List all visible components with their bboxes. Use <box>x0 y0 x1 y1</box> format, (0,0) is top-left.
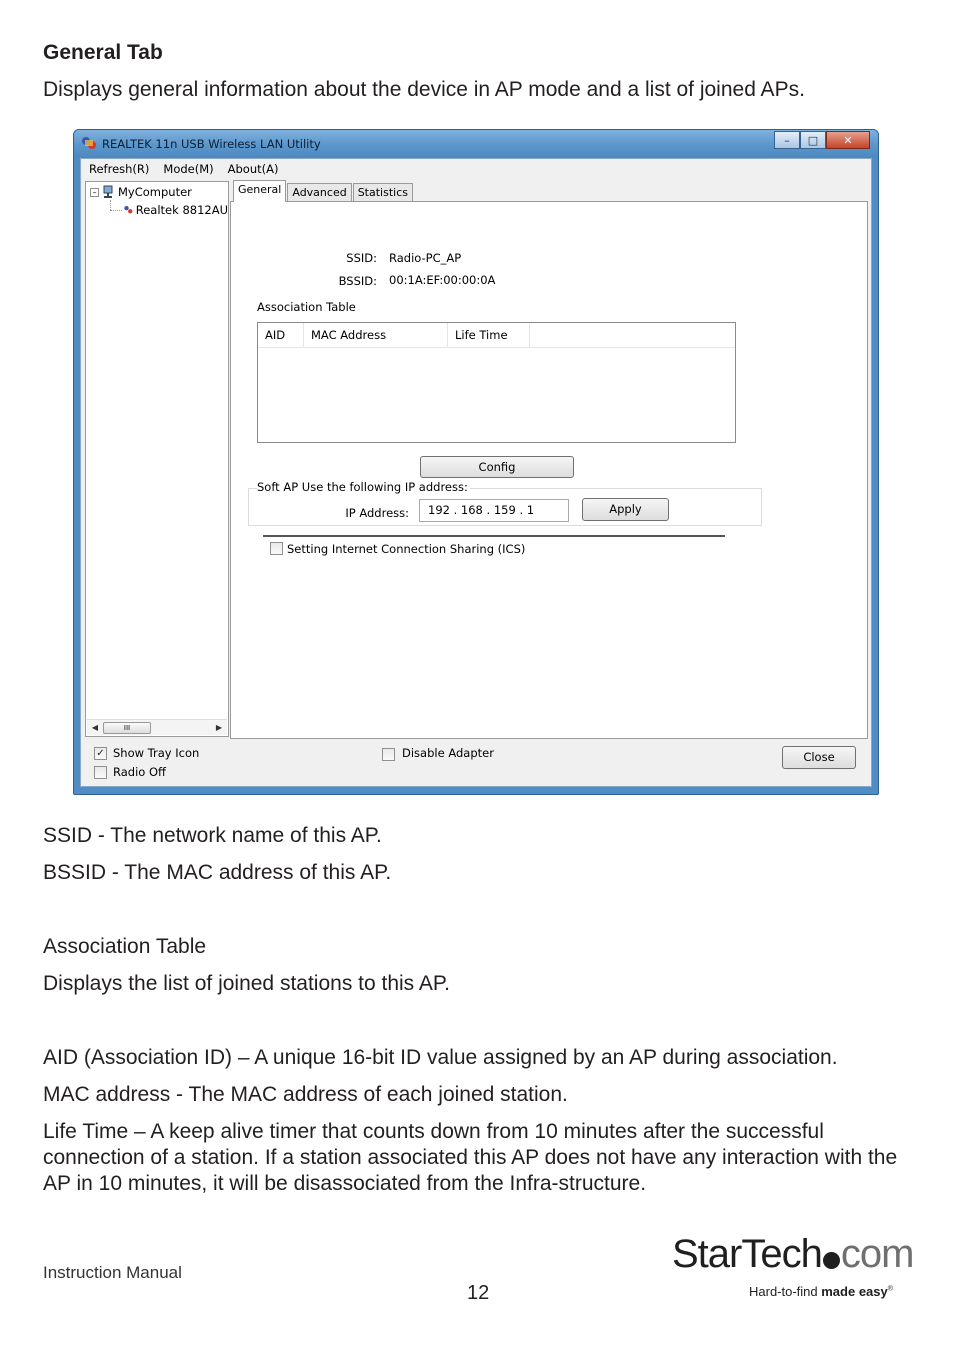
tree-child-label: Realtek 8812AU <box>135 203 228 217</box>
tree-root-label: MyComputer <box>118 185 192 199</box>
scroll-thumb[interactable]: III <box>103 722 151 734</box>
menu-bar <box>81 159 871 179</box>
window-client <box>80 158 872 787</box>
association-table-description: Displays the list of joined stations to this AP. <box>43 972 450 995</box>
computer-icon <box>101 185 115 199</box>
ssid-description: SSID - The network name of this AP. <box>43 824 382 847</box>
window-title: REALTEK 11n USB Wireless LAN Utility <box>102 137 321 151</box>
tab-statistics[interactable]: Statistics <box>353 183 413 202</box>
close-icon[interactable]: ✕ <box>826 131 870 149</box>
tree-connector <box>110 200 111 210</box>
scroll-right-icon[interactable]: ▶ <box>215 723 223 732</box>
ics-label: Setting Internet Connection Sharing (ICS) <box>287 542 526 556</box>
tab-advanced[interactable]: Advanced <box>287 183 351 202</box>
association-table-header <box>258 323 735 348</box>
config-button[interactable]: Config <box>420 456 574 478</box>
ip-address-label: IP Address: <box>345 506 409 520</box>
ip-address-input[interactable]: 192 . 168 . 159 . 1 <box>419 499 569 522</box>
radio-off-label: Radio Off <box>113 765 166 779</box>
menu-about[interactable]: About(A) <box>227 162 279 176</box>
bssid-value: 00:1A:EF:00:00:0A <box>389 273 496 287</box>
close-button[interactable]: Close <box>782 746 856 769</box>
title-bar[interactable] <box>74 130 878 158</box>
general-tab-panel <box>230 201 868 739</box>
logo-dot-icon <box>823 1252 840 1269</box>
bssid-description: BSSID - The MAC address of this AP. <box>43 861 392 884</box>
scroll-left-icon[interactable]: ◀ <box>91 723 99 732</box>
soft-ap-group-label: Soft AP Use the following IP address: <box>257 480 468 494</box>
maximize-icon[interactable]: □ <box>800 131 826 149</box>
association-table-heading: Association Table <box>43 935 207 958</box>
utility-window <box>73 129 879 795</box>
logo-tagline: Hard-to-find made easy® <box>749 1284 893 1299</box>
collapse-icon[interactable]: – <box>90 188 99 197</box>
radio-off-checkbox[interactable] <box>94 766 107 779</box>
column-aid[interactable]: AID <box>258 323 304 348</box>
tree-item-adapter[interactable] <box>124 203 228 217</box>
divider <box>263 535 725 537</box>
realtek-app-icon <box>81 136 97 150</box>
ssid-label: SSID: <box>346 251 377 265</box>
aid-description: AID (Association ID) – A unique 16-bit ID value assigned by an AP during association. <box>43 1046 838 1069</box>
adapter-icon <box>124 203 133 217</box>
bssid-label: BSSID: <box>338 274 377 288</box>
association-table-title: Association Table <box>257 300 356 314</box>
column-life-time[interactable]: Life Time <box>448 323 530 348</box>
footer-manual-label: Instruction Manual <box>43 1263 182 1282</box>
tree-connector <box>110 210 122 211</box>
tree-item-mycomputer[interactable] <box>90 185 192 199</box>
mac-address-description: MAC address - The MAC address of each joined station. <box>43 1083 568 1106</box>
startech-logo: StarTech com <box>672 1232 914 1276</box>
tab-general[interactable]: General <box>233 180 286 202</box>
minimize-icon[interactable]: – <box>774 131 800 149</box>
tab-strip <box>233 180 414 202</box>
disable-adapter-label: Disable Adapter <box>402 746 494 760</box>
column-mac-address[interactable]: MAC Address <box>304 323 448 348</box>
show-tray-icon-checkbox[interactable]: ✓ <box>94 747 107 760</box>
tree-hscrollbar[interactable] <box>87 719 227 735</box>
page-number: 12 <box>467 1282 490 1304</box>
ics-checkbox[interactable] <box>270 542 283 555</box>
show-tray-icon-label: Show Tray Icon <box>113 746 200 760</box>
device-tree <box>85 181 229 737</box>
association-table[interactable] <box>257 322 736 443</box>
section-intro: Displays general information about the device in AP mode and a list of joined APs. <box>43 78 805 101</box>
apply-button[interactable]: Apply <box>582 498 669 521</box>
menu-mode[interactable]: Mode(M) <box>163 162 214 176</box>
life-time-description: Life Time – A keep alive timer that counts down from 10 minutes after the successful connection of a station. If a station associated this AP does not have any interaction with the AP in 10 minutes, it will be disassociated from the Infra-structure. <box>43 1120 898 1195</box>
menu-refresh[interactable]: Refresh(R) <box>89 162 150 176</box>
section-heading: General Tab <box>43 41 163 64</box>
disable-adapter-checkbox[interactable] <box>382 748 395 761</box>
ssid-value: Radio-PC_AP <box>389 251 462 265</box>
